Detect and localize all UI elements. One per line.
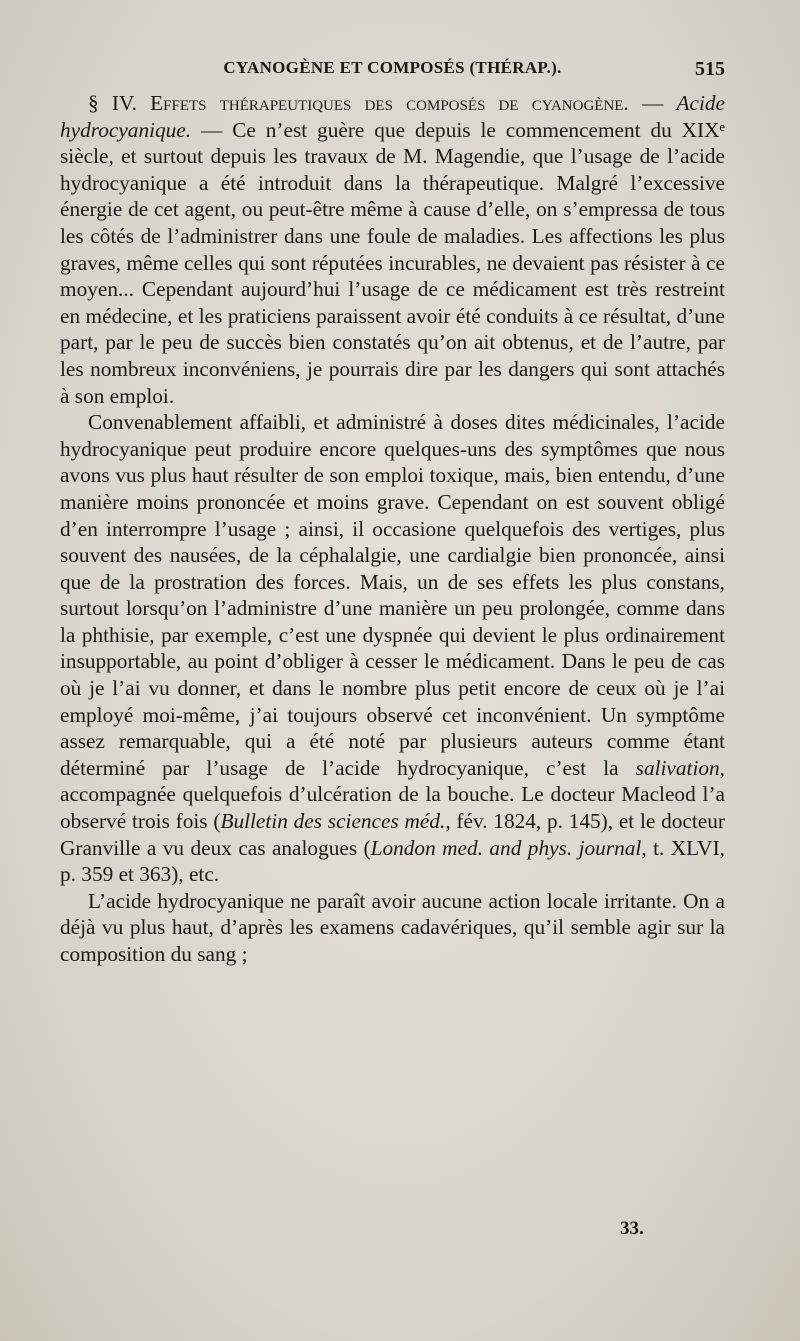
signature-mark: 33. [620,1218,644,1239]
paragraph-2-part-2: , accompagnée quelquefois d’ulcération de la bouche. Le docteur Macleod l’a observé trois fois ( [60,755,725,834]
italic-bulletin: Bulletin des sciences méd. [220,809,446,834]
body-text [60,90,725,968]
paragraph-1-text: — Ce n’est guère que depuis le commencement du XIXᵉ siècle, et surtout depuis les travaux de M. Magendie, que l’usage de l’acide hydrocyanique a été introduit dans la thérapeutique. Malgré l’excessive énergie de cet agent, ou peut-être même à cause d’elle, on s’empressa de tous les côtés de l’administrer dans une foule de maladies. Les affections les plus graves, même celles qui sont réputées incurables, ne devaient pas résister à ce moyen... Cependant aujourd’hui l’usage de ce médicament est très restreint en médecine, et les praticiens paraissent avoir été conduits à ce résultat, d’une part, par le peu de succès bien constatés qu’on ait obtenus, et de l’autre, par les nombreux inconvéniens, je pourrais dire par les dangers qui sont attachés à son emploi. [60,117,725,408]
italic-london-journal: London med. and phys. journal [370,835,642,860]
paragraph-2-part-3: , fév. 1824, p. 145), et le docteur Granville a vu deux cas analogues ( [60,809,725,860]
paragraph-3 [60,888,725,968]
section-mark: § IV. [88,91,137,115]
paragraph-2-part-4: , t. XLVI, p. 359 et 363), etc. [60,835,725,887]
italic-salivation: salivation [635,755,720,780]
page-number: 515 [695,58,725,80]
running-head [60,58,725,88]
paragraph-2-part-1: Convenablement affaibli, et administré à doses dites médicinales, l’acide hydrocyanique peut produire encore quelques-uns des symptômes que nous avons vus plus haut résulter de son emploi toxique, mais, bien entendu, d’une manière moins prononcée et moins grave. Cependant on est souvent obligé d’en interrompre l’usage ; ainsi, il occasione quelquefois des vertiges, plus souvent des nausées, de la céphalalgie, une cardialgie bien prononcée, ainsi que de la prostration des forces. Mais, un de ses effets les plus constans, surtout lorsqu’on l’administre d’une manière un peu prolongée, comme dans la phthisie, par exemple, c’est une dyspnée qui devient le plus ordinairement insupportable, au point d’obliger à cesser le médicament. Dans le peu de cas où je l’ai vu donner, et dans le nombre plus petit encore de ceux où je l’ai employé moi-même, j’ai toujours observé cet inconvénient. Un symptôme assez remarquable, qui a été noté par plusieurs auteurs comme étant déterminé par l’usage de l’acide hydrocyanique, c’est la [60,410,725,780]
paragraph-1 [60,90,725,409]
running-head-title: CYANOGÈNE ET COMPOSÉS (THÉRAP.). [223,58,562,77]
paragraph-3-text: L’acide hydrocyanique ne paraît avoir aucune action locale irritante. On a déjà vu plus haut, d’après les examens cadavériques, qu’il semble agir sur la composition du sang ; [60,888,725,966]
subject-heading: Acide hydrocyanique. [60,91,725,142]
paragraph-2 [60,409,725,888]
section-dash: — [628,91,677,115]
section-title: Effets thérapeutiques des composés de cyanogène. [150,91,629,115]
